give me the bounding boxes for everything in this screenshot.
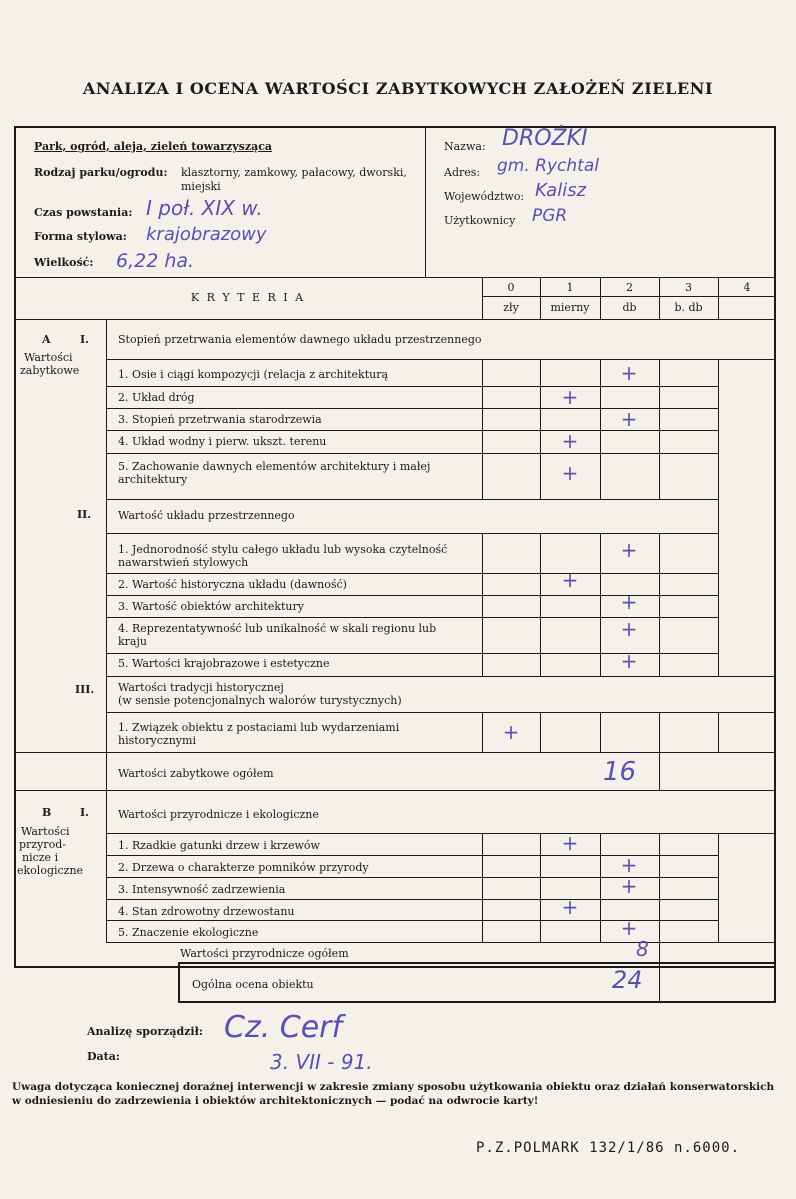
rule — [482, 833, 483, 942]
scale-word-1: mierny — [550, 301, 590, 314]
rule — [106, 676, 776, 677]
rodzaj-options-2: miejski — [181, 180, 221, 193]
rule — [718, 359, 719, 676]
rule — [14, 319, 776, 320]
rule — [540, 533, 541, 676]
total-zabytkowe-label: Wartości zabytkowe ogółem — [118, 767, 274, 780]
rodzaj-options: klasztorny, zamkowy, pałacowy, dworski, — [181, 166, 407, 179]
score-mark: + — [620, 617, 638, 641]
kryteria-heading: K R Y T E R I A — [190, 291, 306, 304]
score-mark: + — [561, 461, 579, 485]
hw-forma: krajobrazowy — [146, 224, 267, 245]
section-b-label-4: ekologiczne — [17, 864, 84, 877]
score-mark: + — [561, 568, 579, 592]
wielkosc-label: Wielkość: — [34, 256, 94, 269]
rule — [718, 833, 719, 942]
section-a-label-1: Wartości — [24, 351, 73, 364]
rule — [106, 453, 718, 454]
rule — [106, 833, 776, 834]
rule — [106, 499, 718, 500]
criterion-b-5: 5. Znaczenie ekologiczne — [118, 926, 259, 939]
section-b-label-1: Wartości — [21, 825, 70, 838]
rule — [659, 962, 660, 1003]
criterion-a-ii-3: 3. Wartość obiektów architektury — [118, 600, 304, 613]
criterion-a-i-1: 1. Osie i ciągi kompozycji (relacja z architekturą — [118, 368, 389, 381]
hw-uzytkownicy: PGR — [532, 206, 568, 226]
rule — [106, 899, 718, 900]
rule — [106, 573, 718, 574]
rule — [659, 833, 660, 965]
rule — [14, 277, 776, 278]
hw-nazwa: DROŻKI — [502, 126, 588, 151]
rule — [600, 533, 601, 676]
document-title: ANALIZA I OCENA WARTOŚCI ZABYTKOWYCH ZAŁOŻEŃ ZIELENI — [82, 79, 714, 98]
section-b-roman: I. — [80, 806, 89, 819]
criterion-b-3: 3. Intensywność zadrzewienia — [118, 883, 286, 896]
hw-adres: gm. Rychtal — [497, 156, 599, 176]
rule — [482, 712, 483, 752]
heading-b-i: Wartości przyrodnicze i ekologiczne — [118, 808, 319, 821]
scale-num-0: 0 — [507, 281, 515, 294]
criterion-b-2: 2. Drzewa o charakterze pomników przyrody — [118, 861, 369, 874]
scale-word-0: zły — [503, 301, 519, 314]
section-b-label-2: przyrod- — [19, 838, 66, 851]
rule — [106, 359, 776, 360]
scale-num-4: 4 — [743, 281, 751, 294]
score-mark: + — [620, 853, 638, 877]
rule — [482, 533, 483, 676]
rule — [482, 296, 776, 297]
rule — [659, 712, 660, 790]
total-przyrodnicze-label: Wartości przyrodnicze ogółem — [180, 947, 349, 960]
criterion-b-4: 4. Stan zdrowotny drzewostanu — [118, 905, 295, 918]
hw-signature: Cz. Cerf — [224, 1010, 343, 1045]
rule — [482, 359, 483, 499]
section-b-letter: B — [42, 806, 52, 819]
rule — [540, 712, 541, 752]
rule — [106, 533, 718, 534]
heading-a-iii-2: (w sensie potencjonalnych walorów turystycznych) — [118, 694, 402, 707]
score-mark: + — [620, 649, 638, 673]
overall-label: Ogólna ocena obiektu — [192, 978, 314, 991]
hw-wielkosc: 6,22 ha. — [116, 250, 195, 272]
score-mark: + — [620, 590, 638, 614]
hw-czas: I poł. XIX w. — [146, 196, 263, 220]
rodzaj-label: Rodzaj parku/ogrodu: — [34, 166, 168, 179]
section-a-roman: I. — [80, 333, 89, 346]
uzytkownicy-label: Użytkownicy — [444, 214, 516, 227]
forma-label: Forma stylowa: — [34, 230, 127, 243]
rule — [600, 712, 601, 752]
criterion-a-i-3: 3. Stopień przetrwania starodrzewia — [118, 413, 322, 426]
rule — [540, 833, 541, 942]
rule — [14, 790, 776, 791]
criterion-b-1: 1. Rzadkie gatunki drzew i krzewów — [118, 839, 320, 852]
scale-num-3: 3 — [685, 281, 692, 294]
section-a-roman-ii: II. — [77, 508, 92, 521]
heading-a-ii: Wartość układu przestrzennego — [118, 509, 295, 522]
criterion-a-ii-2: 2. Wartość historyczna układu (dawność) — [118, 578, 347, 591]
adres-label: Adres: — [444, 166, 481, 179]
score-mark: + — [502, 720, 520, 744]
rule — [106, 386, 718, 387]
section-a-label-2: zabytkowe — [20, 364, 80, 377]
criterion-a-i-4: 4. Układ wodny i pierw. ukszt. terenu — [118, 435, 327, 448]
criterion-a-iii-1: 1. Związek obiektu z postaciami lub wydarzeniami historycznymi — [118, 721, 400, 747]
rule — [600, 359, 601, 499]
rule — [600, 833, 601, 942]
rule — [106, 319, 107, 790]
rule — [106, 712, 776, 713]
hw-wojewodztwo: Kalisz — [535, 180, 587, 201]
rule — [106, 942, 776, 943]
rule — [718, 712, 719, 752]
data-label: Data: — [87, 1050, 120, 1063]
printer-code: P.Z.POLMARK 132/1/86 n.6000. — [476, 1140, 741, 1156]
criterion-a-i-2: 2. Układ dróg — [118, 391, 195, 404]
criterion-a-ii-5: 5. Wartości krajobrazowe i estetyczne — [118, 657, 330, 670]
scale-num-1: 1 — [566, 281, 574, 294]
rule — [659, 359, 660, 499]
rule — [659, 533, 660, 676]
criterion-a-ii-1: 1. Jednorodność stylu całego układu lub wysoka czytelność nawarstwień stylowych — [118, 543, 448, 569]
header-divider — [425, 127, 426, 277]
score-mark: + — [620, 538, 638, 562]
nazwa-label: Nazwa: — [444, 140, 486, 153]
hw-date: 3. VII - 91. — [270, 1050, 373, 1074]
heading-a-iii-1: Wartości tradycji historycznej — [118, 681, 284, 694]
hw-total-przyrodnicze: 8 — [636, 937, 649, 961]
scale-word-3: b. db — [674, 301, 703, 314]
note-text: Uwaga dotycząca koniecznej doraźnej interwencji w zakresie zmiany sposobu użytkowania obiektu oraz działań konserwatorskich w odniesieniu do zadrzewienia i obiektów architektonicznych — podać na odwrocie karty! — [12, 1081, 775, 1107]
score-mark: + — [561, 429, 579, 453]
section-a-letter: A — [42, 333, 51, 346]
score-mark: + — [620, 361, 638, 385]
wojewodztwo-label: Województwo: — [444, 190, 525, 203]
czas-label: Czas powstania: — [34, 206, 133, 219]
score-mark: + — [561, 385, 579, 409]
hw-total-zabytkowe: 16 — [603, 757, 637, 787]
heading-a-i: Stopień przetrwania elementów dawnego układu przestrzennego — [118, 333, 482, 346]
hw-total-ogolna: 24 — [612, 966, 643, 994]
score-mark: + — [620, 874, 638, 898]
score-mark: + — [620, 407, 638, 431]
score-mark: + — [561, 831, 579, 855]
score-mark: + — [561, 895, 579, 919]
rule — [540, 359, 541, 499]
scale-num-2: 2 — [626, 281, 633, 294]
scale-word-2: db — [622, 301, 637, 314]
criterion-a-ii-4: 4. Reprezentatywność lub unikalność w skali regionu lub kraju — [118, 622, 437, 648]
section-a-roman-iii: III. — [75, 683, 95, 696]
score-mark: + — [620, 916, 638, 940]
rule — [14, 752, 776, 753]
object-type-line: Park, ogród, aleja, zieleń towarzysząca — [34, 140, 273, 153]
analiza-label: Analizę sporządził: — [87, 1025, 203, 1038]
section-b-label-3: nicze i — [22, 851, 59, 864]
criterion-a-i-5: 5. Zachowanie dawnych elementów architektury i małej architektury — [118, 460, 431, 486]
